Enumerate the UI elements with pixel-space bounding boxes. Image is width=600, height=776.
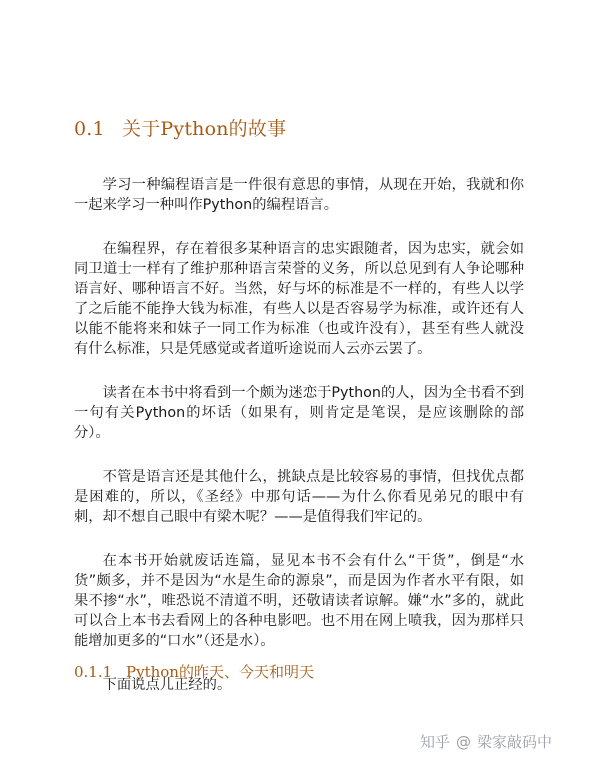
section-heading <box>74 114 286 141</box>
watermark-site: 知乎 <box>420 733 451 751</box>
subsection-heading <box>74 661 314 682</box>
subsection-number: 0.1.1 <box>74 663 113 681</box>
paragraph: 学习一种编程语言是一件很有意思的事情，从现在开始，我就和你一起来学习一种叫作Python的编程语言。 <box>74 177 524 213</box>
watermark-separator: @ <box>456 732 472 751</box>
body-text <box>74 175 524 719</box>
section-number: 0.1 <box>74 118 105 140</box>
watermark-author: 梁家敲码中 <box>477 733 553 751</box>
paragraph: 下面说点儿正经的。 <box>102 677 232 693</box>
section-title: 关于Python的故事 <box>122 118 287 140</box>
paragraph: 在编程界，存在着很多某种语言的忠实跟随者，因为忠实，就会如同卫道士一样有了维护那种语言荣誉的义务，所以总见到有人争论哪种语言好、哪种语言不好。当然，好与坏的标准是不一样的，有些人以学了之后能不能挣大钱为标准，有些人以是否容易学为标准，或许还有人以能不能将来和妹子一同工作为标准（也或许没有），甚至有些人就没有什么标准，只是凭感觉或者道听途说而人云亦云罢了。 <box>74 241 524 357</box>
paragraph: 读者在本书中将看到一个颇为迷恋于Python的人，因为全书看不到一句有关Python的坏话（如果有，则肯定是笔误，是应该删除的部分）。 <box>74 385 524 441</box>
paragraph: 不管是语言还是其他什么，挑缺点是比较容易的事情，但找优点都是困难的，所以，《圣经》中那句话——为什么你看见弟兄的眼中有刺，却不想自己眼中有梁木呢？——是值得我们牢记的。 <box>74 469 524 525</box>
subsection-title: Python的昨天、今天和明天 <box>126 663 314 681</box>
paragraph: 在本书开始就废话连篇，显见本书不会有什么“干货”，倒是“水货”颇多，并不是因为“水是生命的源泉”，而是因为作者水平有限，如果不掺“水”，唯恐说不清道不明，还敬请读者谅解。嫌“水”多的，就此可以合上本书去看网上的各种电影吧。也不用在网上喷我，因为那样只能增加更多的“口水”（还是水）。 <box>74 553 524 649</box>
watermark <box>420 731 552 752</box>
